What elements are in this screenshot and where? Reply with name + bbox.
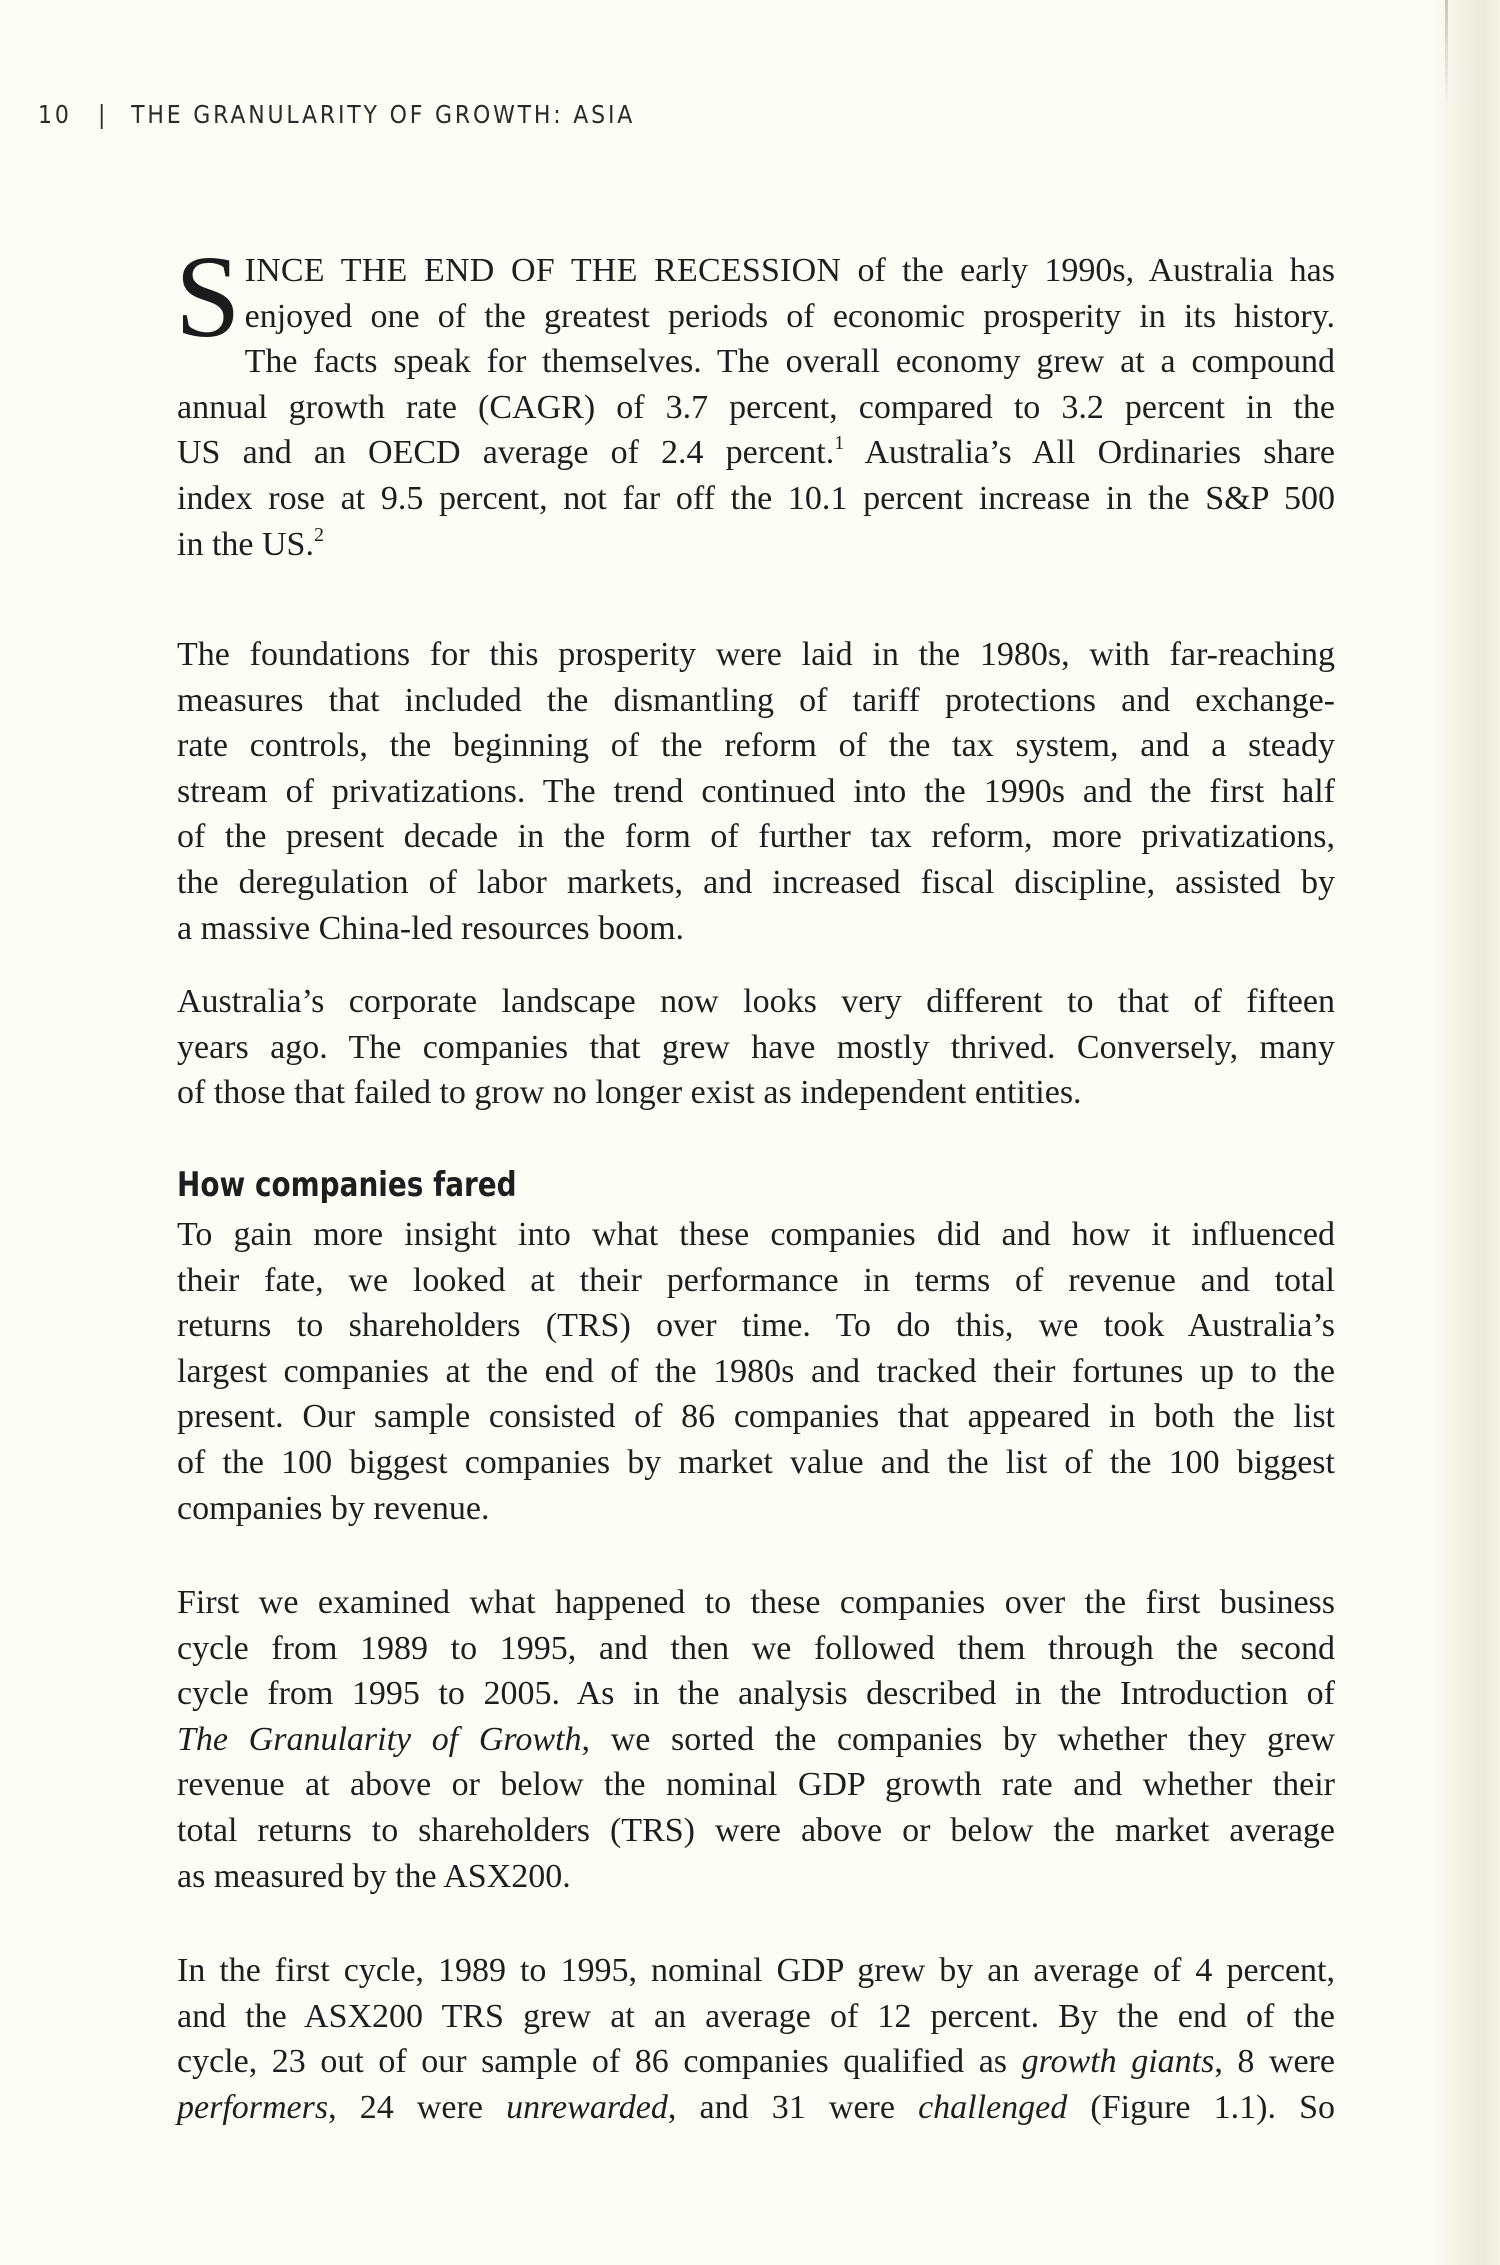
figure-reference: (Figure 1.1). So <box>1067 2088 1335 2126</box>
text-line: revenue at above or below the nominal GDP growth rate and whether their <box>177 1766 1335 1804</box>
text-line: The foundations for this prosperity were laid in the 1980s, with far-reaching <box>177 636 1335 673</box>
text-line: INCE THE END OF THE RECESSION of the early 1990s, Australia has <box>244 252 1335 289</box>
paragraph-landscape <box>177 979 1335 1116</box>
opening-paragraph <box>175 231 1335 567</box>
term-unrewarded: unrewarded <box>506 2088 668 2126</box>
text-line: cycle from 1995 to 2005. As in the analysis described in the Introduction of <box>177 1675 1335 1713</box>
text-line: performers, 24 were unrewarded, and 31 were challenged (Figure 1.1). So <box>177 2088 1335 2126</box>
text-line: returns to shareholders (TRS) over time. To do this, we took Australia’s <box>177 1307 1335 1345</box>
smallcaps-lead-in: INCE THE END OF THE RECESSION <box>244 252 842 289</box>
book-title: THE GRANULARITY OF GROWTH: ASIA <box>131 100 636 129</box>
text-line: the deregulation of labor markets, and increased fiscal discipline, assisted by <box>177 863 1335 901</box>
text-line: as measured by the ASX200. <box>177 1857 571 1895</box>
text-line: and the ASX200 TRS grew at an average of 12 percent. By the end of the <box>177 1997 1335 2035</box>
paragraph-method <box>177 1580 1335 1899</box>
text-line: The Granularity of Growth, we sorted the companies by whether they grew <box>177 1720 1335 1758</box>
text-line: measures that included the dismantling of tariff protections and exchange- <box>177 681 1335 719</box>
text-line: years ago. The companies that grew have mostly thrived. Conversely, many <box>177 1028 1335 1066</box>
footnote-marker[interactable]: 1 <box>834 432 845 455</box>
text-line: cycle, 23 out of our sample of 86 companies qualified as growth giants, 8 were <box>177 2043 1336 2081</box>
text-line: Australia’s corporate landscape now looks very different to that of fifteen <box>177 983 1335 1020</box>
term-performers: performers <box>177 2088 329 2126</box>
drop-cap: S <box>175 231 241 362</box>
text-line: cycle from 1989 to 1995, and then we followed them through the second <box>177 1629 1335 1667</box>
term-growth-giants: growth giants <box>1021 2043 1215 2081</box>
text-line: enjoyed one of the greatest periods of economic prosperity in its history. <box>244 297 1335 335</box>
footnote-marker[interactable]: 2 <box>313 523 324 546</box>
text-line: annual growth rate (CAGR) of 3.7 percent, compared to 3.2 percent in the <box>177 388 1335 426</box>
text-line: a massive China-led resources boom. <box>177 909 685 947</box>
text-line: of those that failed to grow no longer exist as independent entities. <box>177 1074 1082 1112</box>
text-line: rate controls, the beginning of the reform of the tax system, and a steady <box>177 727 1335 765</box>
paragraph-insight <box>177 1212 1335 1531</box>
text-line: In the first cycle, 1989 to 1995, nominal GDP grew by an average of 4 percent, <box>177 1952 1335 1989</box>
running-head-separator: | <box>98 100 109 129</box>
text-line: To gain more insight into what these companies did and how it influenced <box>177 1216 1335 1253</box>
page-number: 10 <box>38 100 72 129</box>
paragraph-foundations <box>177 632 1335 951</box>
text-line: of the 100 biggest companies by market value and the list of the 100 biggest <box>177 1443 1335 1481</box>
text-line: total returns to shareholders (TRS) were above or below the market average <box>177 1811 1335 1849</box>
text-line: stream of privatizations. The trend continued into the 1990s and the first half <box>177 772 1335 810</box>
book-title-italic: The Granularity of Growth <box>177 1720 582 1758</box>
text-line: present. Our sample consisted of 86 companies that appeared in both the list <box>177 1398 1335 1436</box>
text-line: First we examined what happened to these companies over the first business <box>177 1584 1335 1621</box>
text-line: of the present decade in the form of further tax reform, more privatizations, <box>177 818 1335 856</box>
text-line: US and an OECD average of 2.4 percent.$^1$ Australia’s All Ordinaries share <box>177 432 1335 472</box>
running-head <box>38 100 635 129</box>
text-line: their fate, we looked at their performance in terms of revenue and total <box>177 1261 1335 1299</box>
text-line: in the US.$^2$ <box>177 523 324 563</box>
text-line: companies by revenue. <box>177 1489 490 1527</box>
page-edge-line <box>1445 0 1448 110</box>
term-challenged: challenged <box>918 2088 1068 2126</box>
text-line: largest companies at the end of the 1980s and tracked their fortunes up to the <box>177 1352 1335 1390</box>
paragraph-first-cycle <box>177 1948 1335 2130</box>
page-edge-shadow <box>1430 0 1500 2265</box>
text-line: The facts speak for themselves. The overall economy grew at a compound <box>244 343 1335 381</box>
text-line: index rose at 9.5 percent, not far off the 10.1 percent increase in the S&P 500 <box>177 479 1335 517</box>
section-heading: How companies fared <box>177 1165 517 1205</box>
